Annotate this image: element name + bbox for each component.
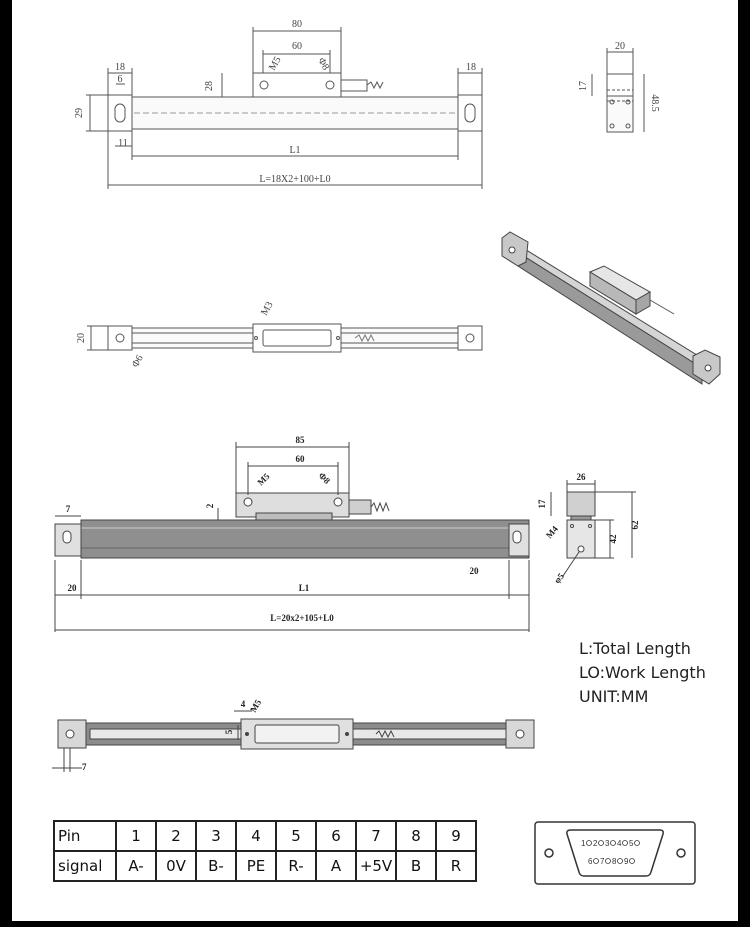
dim-29: 29: [74, 108, 85, 118]
dim-m5: M5: [267, 54, 284, 73]
view1-reader-head: [253, 73, 341, 97]
signal-cell: A: [316, 851, 356, 881]
side1-end-view: [592, 48, 644, 132]
signal-row: [54, 851, 476, 881]
dim-view3-l1: L1: [298, 583, 310, 593]
dim-side2-42: 42: [608, 534, 618, 544]
dim-view3-right-20: 20: [469, 566, 479, 576]
dim-side1-17: 17: [578, 81, 589, 91]
pin-row: [54, 821, 476, 851]
pin-cell: 8: [396, 821, 436, 851]
dim-view3-2: 2: [205, 503, 215, 509]
view4-bottom: [58, 719, 534, 749]
pin-cell: 7: [356, 821, 396, 851]
dim-side2-26: 26: [576, 472, 586, 482]
dim-side2-62: 62: [630, 520, 640, 530]
dim-view3-left-20: 20: [67, 583, 77, 593]
dim-view4-m5: M5: [248, 697, 264, 714]
side2-end-view: [567, 492, 595, 558]
dim-view3-60: 60: [295, 454, 305, 464]
pin-header: Pin: [54, 821, 116, 851]
pin-cell: 9: [436, 821, 476, 851]
dim-85: 85: [295, 435, 305, 445]
db9-pin-3: 3: [605, 839, 610, 848]
dim-side2-d5: φ5: [551, 571, 567, 586]
dim-11: 11: [118, 138, 128, 149]
signal-cell: R-: [276, 851, 316, 881]
pin-cell: 1: [116, 821, 156, 851]
view1-plan: [86, 27, 482, 189]
dim-side1-20: 20: [615, 41, 625, 52]
dim-view4-5: 5: [224, 729, 234, 735]
isometric-3d-view: [502, 232, 720, 384]
view3-front: [55, 493, 529, 558]
dim-view3-m5: M5: [255, 471, 272, 488]
db9-connector: [535, 822, 695, 884]
db9-pin-9: 9: [624, 857, 629, 866]
signal-cell: B: [396, 851, 436, 881]
dim-80: 80: [292, 19, 302, 30]
drawing-sheet: [12, 0, 738, 921]
dim-view4-4: 4: [240, 699, 246, 709]
signal-cell: 0V: [156, 851, 196, 881]
view2-bottom: [87, 324, 482, 352]
pin-cell: 5: [276, 821, 316, 851]
legend: [579, 637, 706, 709]
view1-left-endcap: [108, 95, 132, 131]
technical-drawing: [12, 0, 738, 921]
dim-view3-total: L=20x2+105+L0: [270, 613, 334, 623]
signal-header: signal: [54, 851, 116, 881]
dim-28: 28: [204, 81, 215, 91]
pin-cell: 2: [156, 821, 196, 851]
dim-side2-m4: M4: [543, 523, 560, 541]
dim-side2-17: 17: [537, 499, 547, 509]
dim-total-length: L=18X2+100+L0: [259, 174, 331, 185]
dim-side1-48-5: 48.5: [649, 94, 660, 112]
pin-cell: 6: [316, 821, 356, 851]
pin-cell: 3: [196, 821, 236, 851]
db9-pin-4: 4: [617, 839, 622, 848]
dim-view2-20: 20: [76, 333, 87, 343]
signal-cell: R: [436, 851, 476, 881]
db9-pin-labels: [581, 839, 634, 866]
dim-left-6: 6: [117, 74, 123, 85]
db9-pin-8: 8: [612, 857, 617, 866]
dim-view3-7: 7: [65, 504, 71, 514]
dim-l1: L1: [289, 145, 301, 156]
view1-right-endcap: [458, 95, 482, 131]
signal-cell: +5V: [356, 851, 396, 881]
legend-total-length: L:Total Length: [579, 639, 691, 658]
db9-pin-7: 7: [600, 857, 605, 866]
dim-60: 60: [292, 41, 302, 52]
dim-view4-7: 7: [82, 762, 87, 772]
legend-work-length: LO:Work Length: [579, 663, 706, 682]
db9-pin-5: 5: [629, 839, 634, 848]
db9-pin-2: 2: [593, 839, 598, 848]
legend-unit: UNIT:MM: [579, 687, 649, 706]
signal-cell: A-: [116, 851, 156, 881]
pin-cell: 4: [236, 821, 276, 851]
dim-d8: Φ8: [315, 56, 332, 73]
db9-pin-1: 1: [581, 839, 586, 848]
dim-view3-d8: Φ8: [316, 470, 333, 486]
signal-cell: B-: [196, 851, 236, 881]
signal-cell: PE: [236, 851, 276, 881]
dim-view2-d6: Φ6: [130, 353, 146, 370]
db9-pin-6: 6: [588, 857, 593, 866]
dim-view2-m3: M3: [259, 299, 276, 318]
pin-signal-table: [53, 820, 477, 882]
dim-right-18: 18: [466, 62, 476, 73]
dim-left-18: 18: [115, 62, 125, 73]
